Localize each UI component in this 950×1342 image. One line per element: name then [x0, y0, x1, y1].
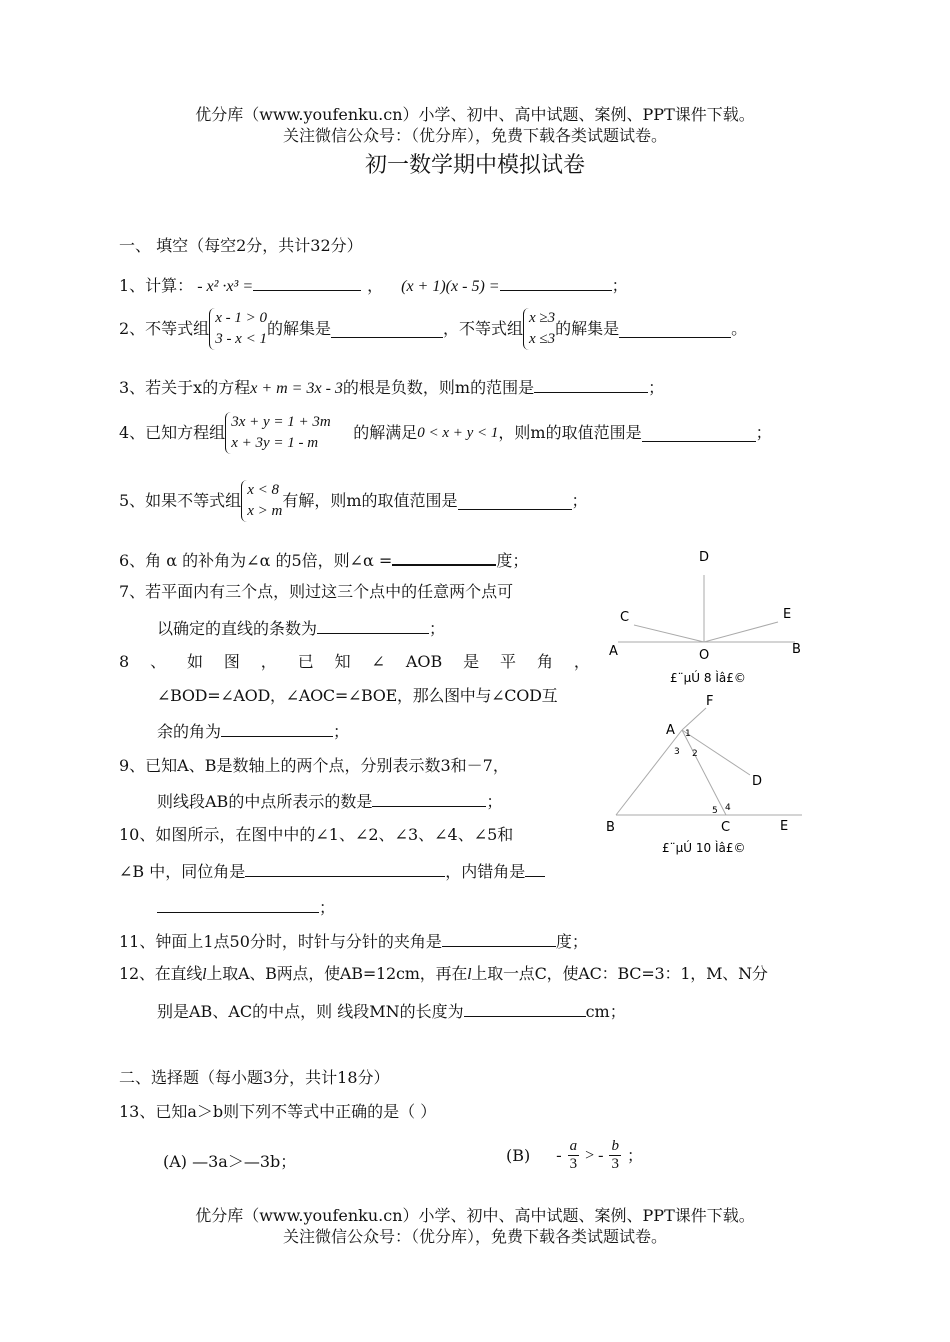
answer-blank[interactable]	[331, 321, 443, 338]
q12-part-b: 上取A、B两点，使AB=12cm，再在	[206, 964, 468, 983]
q4-sys-line2: x + 3y = 1 - m	[231, 435, 319, 451]
q5-end: ；	[571, 491, 588, 510]
q2-mid2: ，不等式组	[442, 319, 523, 338]
question-13: 13、已知a＞b则下列不等式中正确的是（ ）	[119, 1102, 437, 1121]
q8-token: 图	[223, 652, 240, 671]
q4-sys-line1: 3x + y = 1 + 3m	[231, 414, 331, 430]
q3-tail: 的根是负数，则m的范围是	[342, 378, 535, 397]
q10-line2b: ，内错角是	[445, 862, 526, 881]
fraction-numerator: a	[569, 1138, 578, 1154]
figure-8-angle-diagram	[600, 545, 820, 690]
ray-OE	[704, 622, 778, 642]
q3-lead: 3、若关于x的方程	[119, 378, 251, 397]
footer-line-2: 关注微信公众号：（优分库），免费下载各类试题试卷。	[282, 1227, 667, 1246]
question-10-line-2	[119, 860, 545, 882]
q4-system	[225, 412, 353, 454]
answer-blank[interactable]	[442, 930, 556, 947]
q9-line2-text: 则线段AB的中点所表示的数是	[157, 792, 373, 811]
label-C: C	[620, 610, 630, 625]
answer-blank[interactable]	[253, 274, 361, 291]
fraction	[609, 1138, 621, 1173]
q12-part-c: 上取一点C，使AC：BC=3：1，M、N分	[471, 964, 768, 983]
label-C: C	[721, 820, 731, 835]
answer-blank[interactable]	[372, 790, 486, 807]
q8-token: ，	[260, 652, 277, 671]
q4-condition: 0 < x + y < 1	[417, 425, 499, 441]
answer-blank[interactable]	[525, 860, 545, 877]
angle-label-5: 5	[712, 806, 718, 816]
q5-sys-line2: x > m	[247, 503, 283, 519]
figure-10-triangle-diagram	[600, 690, 820, 860]
q3-end: ；	[648, 378, 665, 397]
q2-end: 。	[731, 319, 748, 338]
label-B: B	[792, 642, 801, 657]
q12-part-a: 12、在直线	[119, 964, 203, 983]
q1-lead: 1、计算：	[119, 276, 194, 295]
q2-mid3: 的解集是	[555, 319, 620, 338]
header-line-1: 优分库（www.youfenku.cn）小学、初中、高中试题、案例、PPT课件下载。	[195, 105, 755, 124]
q8-token: ∠	[371, 652, 385, 671]
q8-token: 知	[334, 652, 351, 671]
q7-line2-text: 以确定的直线的条数为	[157, 619, 318, 638]
question-3	[119, 376, 664, 399]
label-O: O	[699, 648, 710, 663]
q1-expr1: - x² ·x³ =	[197, 278, 254, 295]
q5-system	[241, 480, 282, 522]
label-A: A	[666, 723, 675, 738]
figure-8-caption: £¨µÚ 8 Ìâ£©	[670, 671, 746, 685]
section1-heading: 一、 填空（每空2分，共计32分）	[119, 236, 363, 255]
fraction-numerator: b	[611, 1138, 619, 1154]
q8-token: 是	[463, 652, 480, 671]
q5-sys-line1: x < 8	[247, 482, 279, 498]
q11-end: 度；	[555, 932, 588, 951]
figure-10-caption: £¨µÚ 10 Ìâ£©	[662, 841, 746, 855]
q8-token: 、	[150, 652, 167, 671]
label-A: A	[609, 644, 618, 659]
page-title: 初一数学期中模拟试卷	[364, 153, 585, 178]
q5-tail: 有解，则m的取值范围是	[282, 491, 458, 510]
q1-end: ；	[611, 276, 628, 295]
question-2	[119, 308, 747, 350]
q2-sys1-line2: 3 - x < 1	[215, 331, 267, 347]
fraction	[568, 1138, 580, 1173]
q8-line3-text: 余的角为	[157, 722, 222, 741]
q12-line-symbol: l	[202, 966, 207, 983]
q2-sys1-line1: x - 1 > 0	[215, 310, 267, 326]
q8-end: ；	[333, 722, 350, 741]
side-BA	[616, 730, 682, 815]
q8-token: 角	[536, 652, 553, 671]
label-D: D	[699, 550, 710, 565]
answer-blank[interactable]	[157, 896, 319, 913]
q8-token: AOB	[405, 652, 443, 671]
question-8-line-2: ∠BOD=∠AOD，∠AOC=∠BOE，那么图中与∠COD互	[157, 686, 558, 705]
question-5	[119, 480, 588, 522]
q13-option-b-label: (B)	[506, 1145, 531, 1165]
question-7-line-2	[157, 617, 445, 639]
q8-token: 8	[119, 652, 130, 671]
q8-token: 如	[186, 652, 203, 671]
ray-AF	[682, 708, 706, 730]
fraction-denominator: 3	[569, 1156, 578, 1172]
q2-system-1	[209, 308, 267, 350]
question-10-line-1: 10、如图所示，在图中中的∠1、∠2、∠3、∠4、∠5和	[119, 825, 514, 844]
q13-option-b: (B) - $\frac{a}{3}$ > - $\frac{b}{3}$ ；	[506, 1138, 643, 1172]
label-B: B	[606, 820, 615, 835]
angle-label-4: 4	[725, 803, 731, 813]
side-AC	[682, 730, 726, 815]
q6-text: 6、角 α 的补角为∠α 的5倍，则∠α =	[119, 551, 393, 570]
angle-label-3: 3	[674, 747, 680, 757]
q9-end: ；	[486, 792, 503, 811]
question-12-line-1	[119, 964, 768, 985]
q13-option-a: (A) —3a＞—3b；	[163, 1152, 297, 1171]
question-1: 1、计算： - x² ·x³ = ， (x + 1)(x - 5) = ；	[119, 276, 628, 295]
q4-lead: 4、已知方程组	[119, 423, 226, 442]
q13-option-b-end: ；	[626, 1145, 643, 1165]
footer-line-1: 优分库（www.youfenku.cn）小学、初中、高中试题、案例、PPT课件下载。	[195, 1206, 755, 1225]
question-9-line-1: 9、已知A、B是数轴上的两个点，分别表示数3和－7，	[119, 756, 509, 775]
answer-blank[interactable]	[619, 321, 731, 338]
label-E: E	[783, 607, 792, 622]
q4-end: ；	[755, 423, 772, 442]
q2-sys2-line2: x ≤3	[529, 331, 556, 347]
answer-blank[interactable]	[534, 376, 648, 393]
q2-sys2-line1: x ≥3	[529, 310, 556, 326]
angle-label-2: 2	[692, 749, 698, 759]
q12-line-symbol: l	[467, 966, 472, 983]
q8-token: 已	[297, 652, 314, 671]
fraction-denominator: 3	[611, 1156, 619, 1172]
label-F: F	[706, 694, 714, 709]
q2-lead: 2、不等式组	[119, 319, 210, 338]
q2-system-2	[523, 308, 555, 350]
label-E: E	[780, 819, 789, 834]
q12-end: cm；	[585, 1002, 626, 1021]
section2-heading: 二、选择题（每小题3分，共计18分）	[119, 1068, 390, 1087]
q12-line2-text: 别是AB、AC的中点，则 线段MN的长度为	[157, 1002, 464, 1021]
q10-line2a: ∠B 中，同位角是	[119, 862, 246, 881]
q8-token: 平	[500, 652, 517, 671]
answer-blank[interactable]	[392, 548, 496, 566]
answer-blank[interactable]	[458, 493, 572, 510]
question-8-line-1	[119, 652, 590, 672]
header-line-2: 关注微信公众号：（优分库），免费下载各类试题试卷。	[282, 126, 667, 145]
question-4	[119, 412, 772, 454]
question-11	[119, 930, 588, 952]
q7-end: ；	[429, 619, 446, 638]
answer-blank[interactable]	[464, 1000, 586, 1017]
q3-expr: x + m = 3x - 3	[250, 380, 343, 397]
angle-label-1: 1	[685, 729, 691, 739]
q4-tail: ，则m的取值范围是	[498, 423, 642, 442]
question-12-line-2	[157, 1000, 626, 1022]
q6-end: 度；	[496, 551, 529, 570]
q5-lead: 5、如果不等式组	[119, 491, 242, 510]
label-D: D	[752, 774, 763, 789]
question-8-line-3	[157, 720, 349, 742]
q2-mid1: 的解集是	[266, 319, 331, 338]
q1-expr2: (x + 1)(x - 5) =	[401, 278, 500, 295]
ray-OC	[634, 625, 704, 642]
answer-blank[interactable]	[500, 274, 612, 291]
answer-blank[interactable]	[245, 860, 445, 877]
question-9-line-2	[157, 790, 502, 812]
answer-blank[interactable]	[317, 617, 429, 634]
q11-text: 11、钟面上1点50分时，时针与分针的夹角是	[119, 932, 442, 951]
question-6	[119, 548, 528, 571]
answer-blank[interactable]	[642, 425, 756, 442]
q4-mid: 的解满足	[353, 423, 418, 442]
answer-blank[interactable]	[221, 720, 333, 737]
q10-end: ；	[319, 898, 336, 917]
question-7-line-1: 7、若平面内有三个点，则过这三个点中的任意两个点可	[119, 582, 514, 601]
question-10-line-3	[157, 896, 335, 918]
q8-token: ，	[573, 652, 590, 671]
